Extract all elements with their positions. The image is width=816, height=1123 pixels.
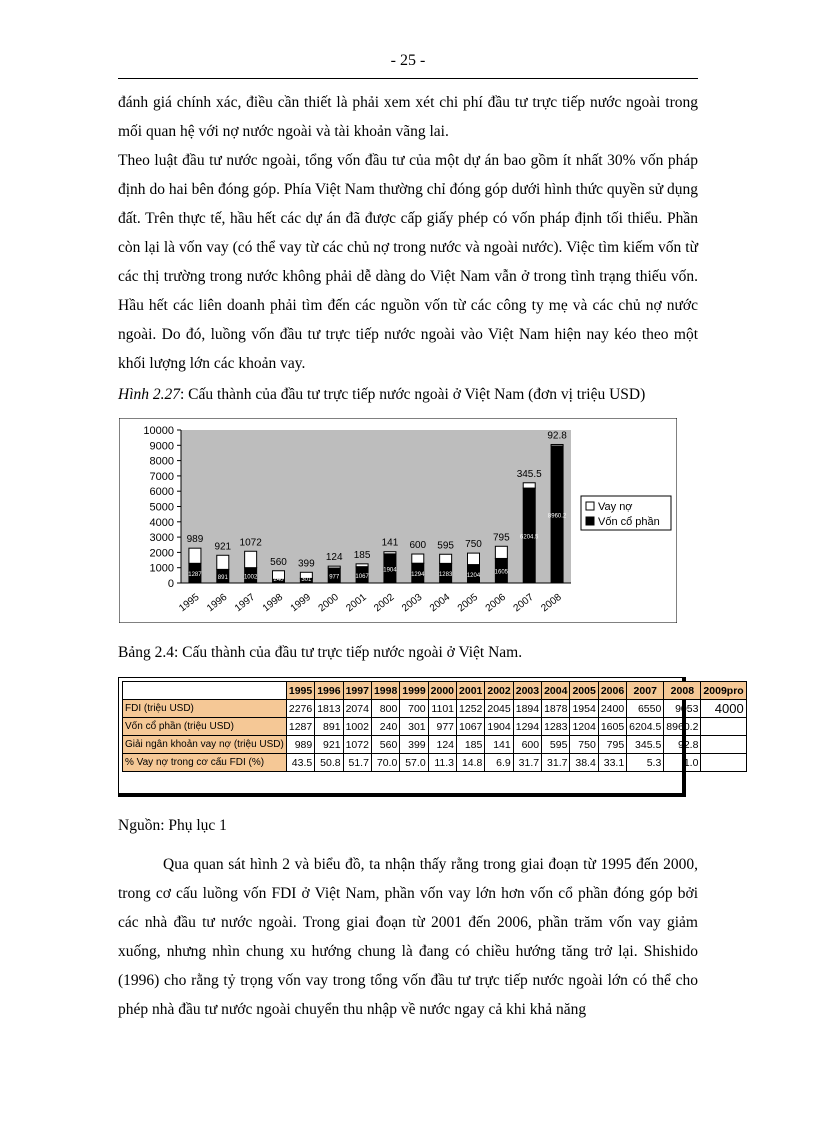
equity-value-label: 1904 <box>383 567 397 574</box>
plot-area <box>181 430 571 583</box>
table-cell: 8960.2 <box>664 718 701 736</box>
loan-value-label: 795 <box>493 532 510 544</box>
x-tick-label: 1997 <box>232 591 258 615</box>
loan-value-label: 185 <box>353 549 371 561</box>
equity-value-label: 1287 <box>188 572 202 579</box>
table-cell: 51.7 <box>343 754 371 772</box>
table-header-cell: 1995 <box>286 682 314 700</box>
table-cell: 345.5 <box>627 736 664 754</box>
table-cell: 1894 <box>513 700 541 718</box>
table-cell: 1204 <box>570 718 598 736</box>
y-tick-label: 10000 <box>143 425 174 437</box>
table-cell: 399 <box>400 736 428 754</box>
page-number: - 25 - <box>390 52 426 69</box>
y-tick-label: 3000 <box>149 532 174 545</box>
table-cell: 9053 <box>664 700 701 718</box>
equity-value-label: 891 <box>217 575 228 582</box>
x-tick-label: 2006 <box>483 591 508 615</box>
loan-value-label: 1072 <box>239 537 262 549</box>
table-corner-cell <box>123 682 287 700</box>
y-tick-label: 0 <box>167 578 174 590</box>
table-cell <box>701 736 746 754</box>
table-header-cell: 1998 <box>371 682 399 700</box>
table-cell: 38.4 <box>570 754 598 772</box>
legend-swatch-loan <box>586 502 594 510</box>
x-tick-label: 2008 <box>539 591 564 615</box>
x-tick-label: 1996 <box>205 591 230 615</box>
bar-loan <box>412 554 424 563</box>
table-row <box>123 700 747 718</box>
table-cell: 1605 <box>598 718 626 736</box>
table-cell: 5.3 <box>627 754 664 772</box>
x-tick-label: 1998 <box>260 591 286 615</box>
equity-value-label: 1067 <box>355 573 369 580</box>
table-cell: 921 <box>315 736 343 754</box>
table-frame <box>118 677 744 797</box>
bar-loan <box>217 555 229 569</box>
equity-value-label: 1605 <box>494 569 509 576</box>
table-cell: 1294 <box>513 718 541 736</box>
body-text-bottom <box>118 850 698 1024</box>
table-cell: 124 <box>428 736 456 754</box>
table-cell: 2045 <box>485 700 513 718</box>
loan-value-label: 141 <box>381 537 399 549</box>
paragraph-2: Theo luật đầu tư nước ngoài, tổng vốn đầu tư của một dự án bao gồm ít nhất 30% vốn pháp định do hai bên đóng góp. Phía Việt Nam thường chỉ đóng góp dưới hình thức quyền sử dụng đất. Trên thực tế, hầu hết các dự án đã được cấp giấy phép có vốn pháp định tối thiểu. Phần còn lại là vốn vay (có thể vay từ các chủ nợ trong nước và ngoài nước). Việc tìm kiếm vốn từ các thị trường trong nước không phải dễ dàng do Việt Nam vẫn ở trong tình trạng thiếu vốn. Hầu hết các liên doanh phải tìm đến các nguồn vốn từ các công ty mẹ và các chủ nợ nước ngoài. Do đó, luồng vốn đầu tư trực tiếp nước ngoài vào Việt Nam hiện nay kéo theo một khối lượng lớn các khoản vay. <box>118 152 698 372</box>
table-cell: 301 <box>400 718 428 736</box>
legend-label-equity: Vốn cổ phần <box>598 516 660 528</box>
table-row-label: FDI (triệu USD) <box>123 700 287 718</box>
table-cell: 6.9 <box>485 754 513 772</box>
table-row <box>123 736 747 754</box>
equity-value-label: 1294 <box>411 572 425 579</box>
table-header-cell: 2003 <box>513 682 541 700</box>
table-cell: 989 <box>286 736 314 754</box>
table-cell: 1954 <box>570 700 598 718</box>
loan-value-label: 600 <box>409 540 427 552</box>
table-header-cell: 2001 <box>457 682 485 700</box>
table-cell: 977 <box>428 718 456 736</box>
x-tick-label: 1995 <box>177 591 202 615</box>
y-tick-label: 1000 <box>149 562 174 575</box>
table-header-cell: 2004 <box>542 682 570 700</box>
table-cell: 1067 <box>457 718 485 736</box>
table-cell: 600 <box>513 736 541 754</box>
table-cell: 6550 <box>627 700 664 718</box>
table-cell: 4000 <box>701 700 746 718</box>
table-header-cell: 2008 <box>664 682 701 700</box>
table-cell: 14.8 <box>457 754 485 772</box>
header-rule <box>118 78 698 79</box>
y-tick-label: 7000 <box>149 470 174 483</box>
equity-value-label: 6204.5 <box>520 534 539 541</box>
table-cell: 1283 <box>542 718 570 736</box>
y-tick-label: 8000 <box>149 455 174 468</box>
table-cell: 6204.5 <box>627 718 664 736</box>
equity-value-label: 8960.2 <box>547 513 567 520</box>
y-tick-label: 9000 <box>149 440 174 453</box>
table-cell: 1.0 <box>664 754 701 772</box>
table-header-cell: 2009pro <box>701 682 746 700</box>
equity-value-label: 1204 <box>466 572 481 579</box>
y-tick-label: 4000 <box>149 516 174 529</box>
table-cell: 795 <box>598 736 626 754</box>
loan-value-label: 345.5 <box>516 468 542 480</box>
loan-value-label: 124 <box>325 552 343 564</box>
loan-value-label: 92.8 <box>547 430 567 442</box>
y-tick-label: 2000 <box>149 547 174 560</box>
table-cell: 92.8 <box>664 736 701 754</box>
loan-value-label: 560 <box>270 556 287 568</box>
table-row <box>123 718 747 736</box>
equity-value-label: 301 <box>301 577 312 583</box>
x-tick-label: 2001 <box>344 591 369 615</box>
table-cell: 33.1 <box>598 754 626 772</box>
equity-value-label: 1002 <box>243 574 258 581</box>
table-cell: 2074 <box>343 700 371 718</box>
table-cell: 1904 <box>485 718 513 736</box>
paragraph-3: Qua quan sát hình 2 và biểu đồ, ta nhận thấy rằng trong giai đoạn từ 1995 đến 2000, trong cơ cấu luồng vốn FDI ở Việt Nam, phần vốn vay lớn hơn vốn cổ phần đóng góp bởi các nhà đầu tư nước ngoài. Trong giai đoạn từ 2001 đến 2006, phần trăm vốn vay giảm xuống, nhưng nhìn chung xu hướng chung là đang có chiều hướng tăng trở lại. Shishido (1996) cho rằng tỷ trọng vốn vay trong tổng vốn đầu tư trực tiếp nước ngoài lớn có thể cho phép nhà đầu tư nước ngoài chuyển thu nhập về nước ngay cả khi khả năng <box>118 856 698 1018</box>
x-tick-label: 2004 <box>427 591 453 615</box>
y-tick-label: 5000 <box>149 501 174 514</box>
table-cell: 11.3 <box>428 754 456 772</box>
bar-loan <box>245 551 257 567</box>
table-cell: 57.0 <box>400 754 428 772</box>
loan-value-label: 989 <box>186 534 204 546</box>
bar-loan <box>440 554 452 563</box>
fdi-table <box>122 681 747 772</box>
table-cell: 2400 <box>598 700 626 718</box>
x-tick-label: 1999 <box>288 591 313 615</box>
equity-value-label: 977 <box>329 574 340 581</box>
bar-loan <box>189 548 201 563</box>
table-cell: 560 <box>371 736 399 754</box>
table-cell: 891 <box>315 718 343 736</box>
table-cell: 595 <box>542 736 570 754</box>
table-header-cell: 2005 <box>570 682 598 700</box>
table-cell: 240 <box>371 718 399 736</box>
bar-loan <box>523 483 535 488</box>
loan-value-label: 921 <box>214 541 232 553</box>
table-caption: Bảng 2.4: Cấu thành của đầu tư trực tiếp nước ngoài ở Việt Nam. <box>118 644 523 661</box>
legend-swatch-equity <box>586 517 594 525</box>
x-tick-label: 2000 <box>316 591 341 615</box>
x-tick-label: 2005 <box>455 591 481 615</box>
bar-loan <box>384 552 396 554</box>
table-header-cell: 2007 <box>627 682 664 700</box>
table-row <box>123 754 747 772</box>
figure-caption <box>118 386 645 404</box>
chart-svg <box>119 418 677 623</box>
table-cell: 2276 <box>286 700 314 718</box>
table-row-label: % Vay nợ trong cơ cấu FDI (%) <box>123 754 287 772</box>
table-cell: 1002 <box>343 718 371 736</box>
table-cell: 70.0 <box>371 754 399 772</box>
table-cell: 43.5 <box>286 754 314 772</box>
figure-caption-text: : Cấu thành của đầu tư trực tiếp nước ngoài ở Việt Nam (đơn vị triệu USD) <box>180 386 646 403</box>
loan-value-label: 750 <box>465 539 482 551</box>
y-tick-label: 6000 <box>149 486 174 499</box>
body-text-top <box>118 88 698 378</box>
table-header-cell: 2006 <box>598 682 626 700</box>
x-tick-label: 2007 <box>511 591 536 615</box>
table-header-cell: 1996 <box>315 682 343 700</box>
x-tick-label: 2003 <box>400 591 425 615</box>
bar-loan <box>356 564 368 567</box>
fdi-chart <box>119 418 677 623</box>
table-cell: 1287 <box>286 718 314 736</box>
bar-loan <box>551 444 563 445</box>
x-tick-label: 2002 <box>372 591 397 615</box>
loan-value-label: 399 <box>298 558 315 570</box>
table-cell <box>701 754 746 772</box>
table-cell: 50.8 <box>315 754 343 772</box>
equity-value-label: 1283 <box>438 572 453 579</box>
equity-value-label: 240 <box>273 577 284 583</box>
table-cell: 1101 <box>428 700 456 718</box>
paragraph-1: đánh giá chính xác, điều cần thiết là phải xem xét chi phí đầu tư trực tiếp nước ngoài trong mối quan hệ với nợ nước ngoài và tài khoản vãng lai. <box>118 94 698 140</box>
table-cell: 1878 <box>542 700 570 718</box>
table-cell: 1813 <box>315 700 343 718</box>
table-cell: 31.7 <box>513 754 541 772</box>
table-header-row <box>123 682 747 700</box>
table-row-label: Giải ngân khoản vay nợ (triệu USD) <box>123 736 287 754</box>
table-cell: 185 <box>457 736 485 754</box>
table-cell <box>701 718 746 736</box>
table-row-label: Vốn cổ phần (triệu USD) <box>123 718 287 736</box>
table-header-cell: 1997 <box>343 682 371 700</box>
table-cell: 1072 <box>343 736 371 754</box>
table-cell: 31.7 <box>542 754 570 772</box>
table-header-cell: 2000 <box>428 682 456 700</box>
source-note: Nguồn: Phụ lục 1 <box>118 817 227 834</box>
loan-value-label: 595 <box>437 540 454 552</box>
table-cell: 141 <box>485 736 513 754</box>
table-cell: 800 <box>371 700 399 718</box>
table-header-cell: 1999 <box>400 682 428 700</box>
bar-loan <box>328 566 340 568</box>
table-cell: 750 <box>570 736 598 754</box>
table-cell: 1252 <box>457 700 485 718</box>
table-header-cell: 2002 <box>485 682 513 700</box>
legend-label-loan: Vay nợ <box>598 501 633 513</box>
table-cell: 700 <box>400 700 428 718</box>
bar-loan <box>495 546 507 558</box>
bar-loan <box>468 553 480 564</box>
figure-caption-label: Hình 2.27 <box>118 386 180 403</box>
